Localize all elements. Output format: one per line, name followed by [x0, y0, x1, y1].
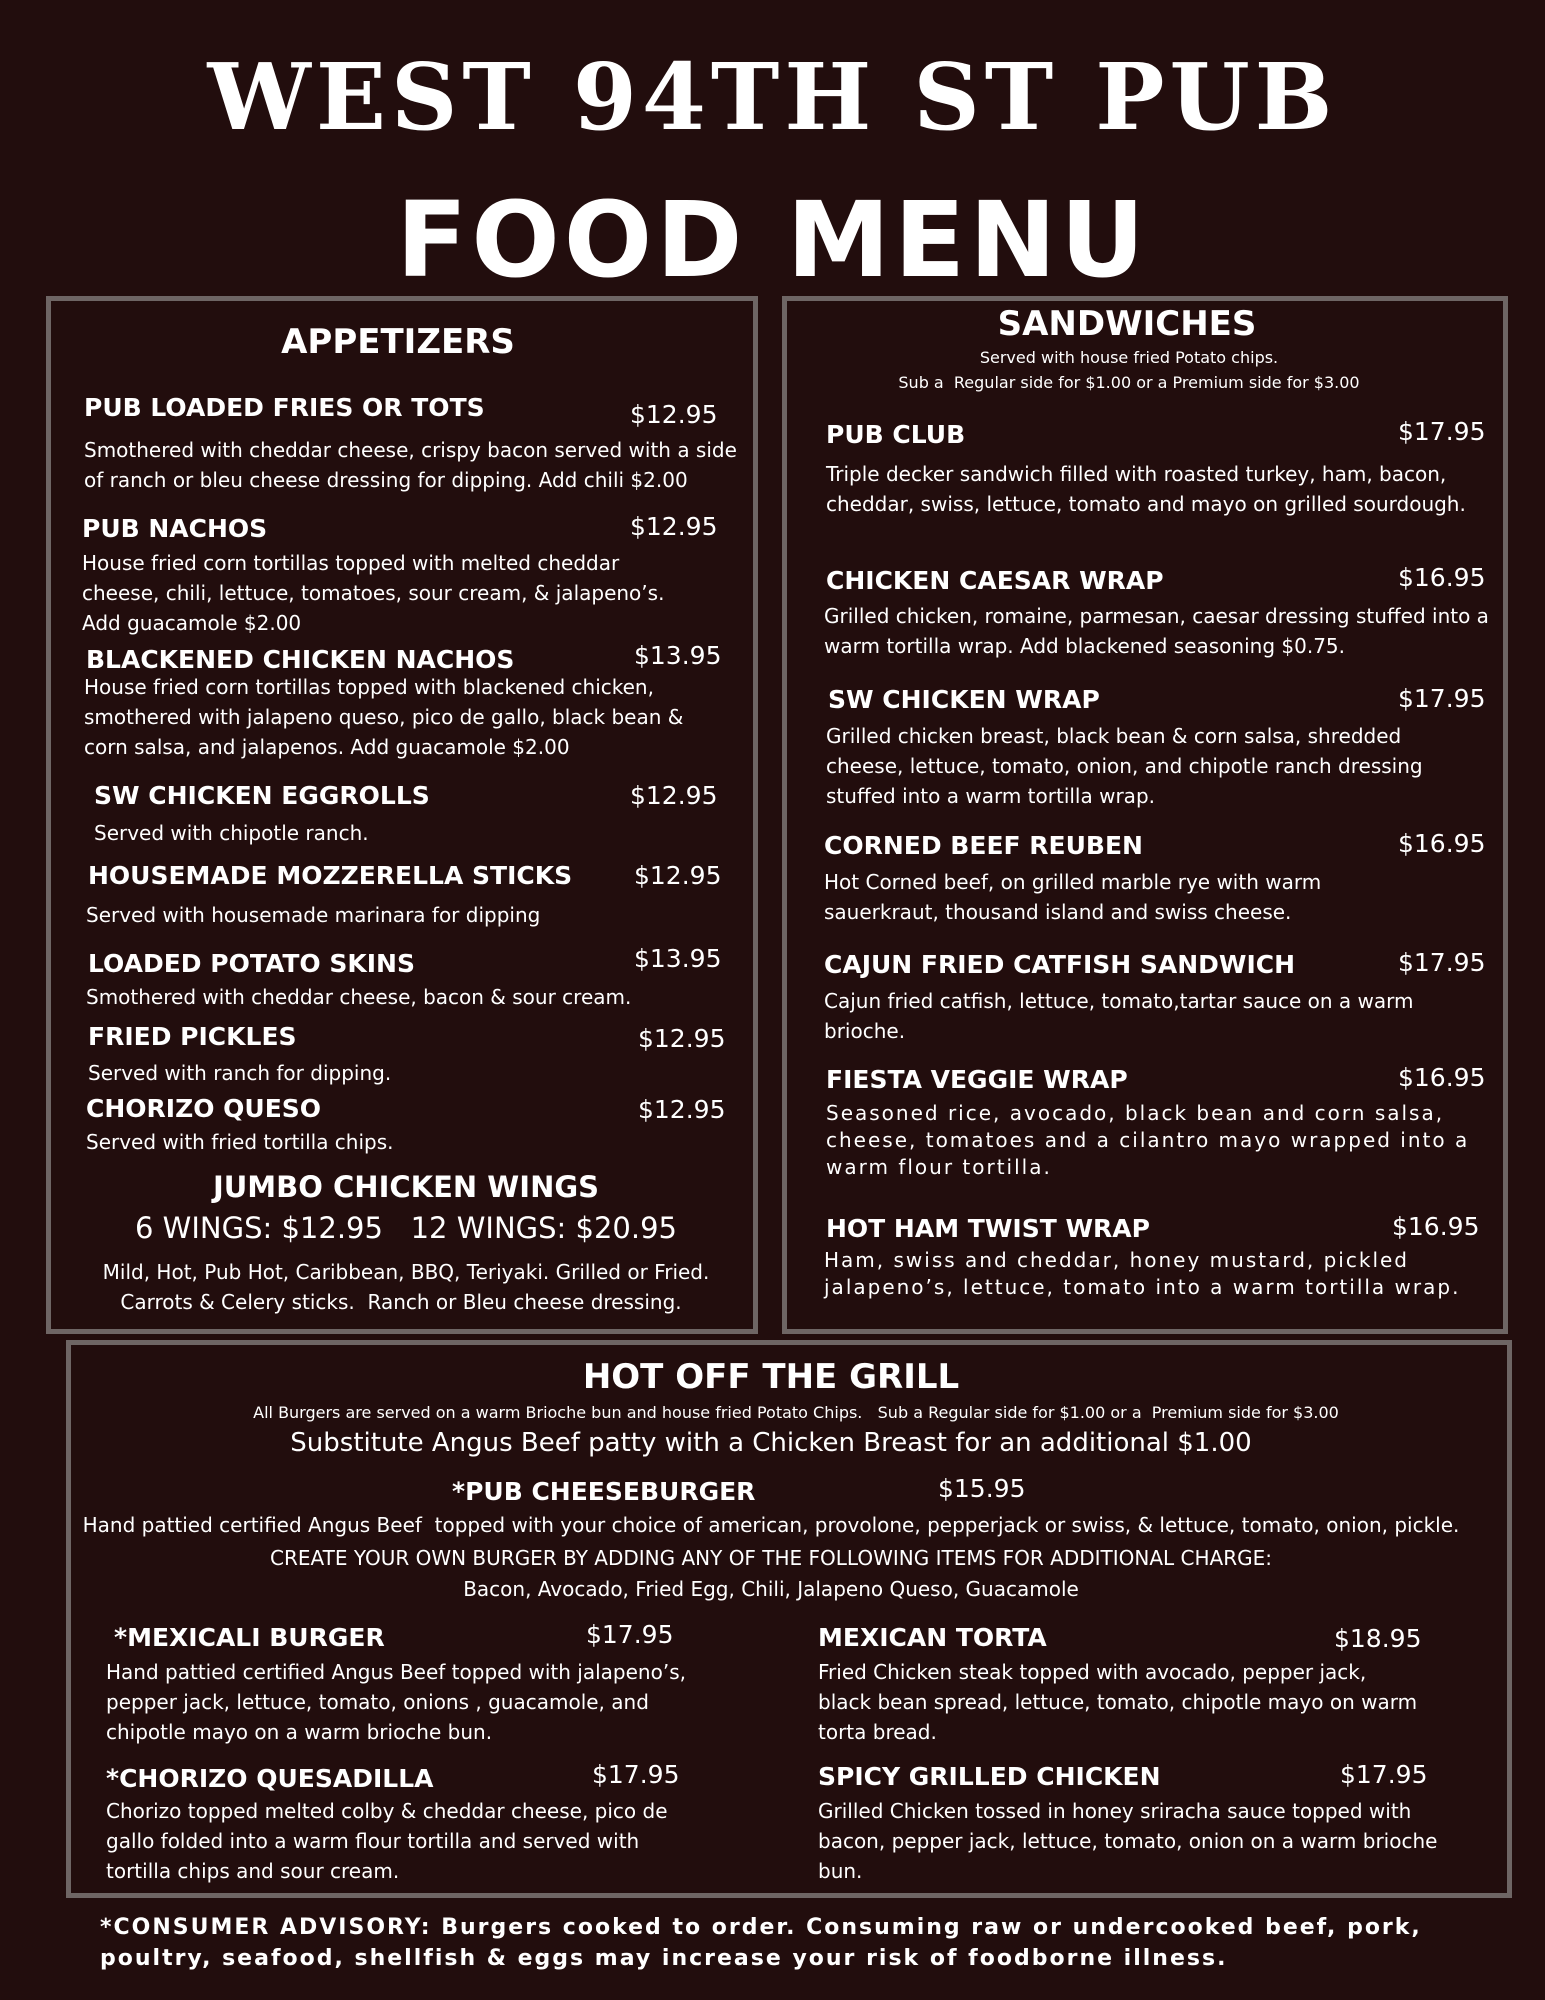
- menu-item-name: FIESTA VEGGIE WRAP: [826, 1065, 1128, 1094]
- menu-item-price: $17.95: [592, 1760, 680, 1789]
- menu-item-desc: Cajun fried catfish, lettuce, tomato,tartar sauce on a warm brioche.: [824, 989, 1414, 1043]
- menu-item-price: $12.95: [630, 512, 718, 541]
- pub-name: WEST 94TH ST PUB: [207, 43, 1338, 151]
- menu-item-desc: Served with ranch for dipping.: [88, 1061, 392, 1085]
- menu-item-name: PUB NACHOS: [82, 514, 268, 543]
- menu-item-price: $13.95: [634, 641, 722, 670]
- consumer-advisory: *CONSUMER ADVISORY: Burgers cooked to order. Consuming raw or undercooked beef, pork, poultry, seafood, shellfish & eggs may increase your risk of foodborne illness.: [100, 1915, 1422, 1971]
- menu-item-name: CHICKEN CAESAR WRAP: [826, 566, 1164, 595]
- menu-item-desc: Ham, swiss and cheddar, honey mustard, pickled jalapeno’s, lettuce, tomato into a warm tortilla wrap.: [824, 1248, 1461, 1299]
- menu-item-name: LOADED POTATO SKINS: [88, 949, 415, 978]
- menu-item-price: $15.95: [938, 1474, 1026, 1503]
- menu-item-name: HOT HAM TWIST WRAP: [826, 1214, 1150, 1243]
- menu-item-desc: Chorizo topped melted colby & cheddar cheese, pico de gallo folded into a warm flour tortilla and served with tortilla chips and sour cream.: [106, 1799, 668, 1883]
- menu-item-desc: Grilled chicken breast, black bean & corn salsa, shredded cheese, lettuce, tomato, onion, and chipotle ranch dressing stuffed into a warm tortilla wrap.: [826, 724, 1423, 808]
- menu-item-price: $12.95: [630, 400, 718, 429]
- menu-title: FOOD MENU: [396, 179, 1149, 301]
- menu-item-desc: Hand pattied certified Angus Beef topped with jalapeno’s, pepper jack, lettuce, tomato, onions , guacamole, and chipotle mayo on a warm brioche bun.: [106, 1660, 686, 1744]
- menu-item-desc: Grilled Chicken tossed in honey sriracha sauce topped with bacon, pepper jack, lettuce, tomato, onion on a warm brioche bun.: [818, 1799, 1438, 1883]
- menu-item-price: $18.95: [1334, 1624, 1422, 1653]
- menu-item-price: $17.95: [586, 1620, 674, 1649]
- menu-item-name: HOUSEMADE MOZZERELLA STICKS: [88, 861, 573, 890]
- menu-item-desc: Smothered with cheddar cheese, bacon & sour cream.: [86, 985, 632, 1009]
- grill-note: All Burgers are served on a warm Brioche bun and house fried Potato Chips. Sub a Regular side for $1.00 or a Premium side for $3.00: [253, 1403, 1339, 1422]
- menu-item-price: $16.95: [1398, 563, 1486, 592]
- menu-item-price: $17.95: [1398, 417, 1486, 446]
- menu-item-desc: Served with fried tortilla chips.: [86, 1130, 394, 1154]
- sandwiches-sub-note: Sub a Regular side for $1.00 or a Premium side for $3.00: [898, 373, 1360, 392]
- menu-item-desc: Grilled chicken, romaine, parmesan, caesar dressing stuffed into a warm tortilla wrap. Add blackened seasoning $0.75.: [824, 604, 1489, 658]
- menu-item-name: *MEXICALI BURGER: [114, 1623, 385, 1652]
- appetizers-title: APPETIZERS: [281, 322, 515, 362]
- menu-item-name: BLACKENED CHICKEN NACHOS: [86, 645, 515, 674]
- menu-item-price: $16.95: [1392, 1212, 1480, 1241]
- grill-substitute: Substitute Angus Beef patty with a Chicken Breast for an additional $1.00: [290, 1428, 1252, 1458]
- menu-item-desc: Seasoned rice, avocado, black bean and corn salsa, cheese, tomatoes and a cilantro mayo wrapped into a warm flour tortilla.: [826, 1101, 1470, 1179]
- create-your-own-line: CREATE YOUR OWN BURGER BY ADDING ANY OF THE FOLLOWING ITEMS FOR ADDITIONAL CHARGE:: [270, 1546, 1272, 1570]
- menu-item-price: $12.95: [638, 1024, 726, 1053]
- wings-sides: Carrots & Celery sticks. Ranch or Bleu cheese dressing.: [120, 1290, 682, 1314]
- menu-item-desc: House fried corn tortillas topped with blackened chicken, smothered with jalapeno queso, pico de gallo, black bean & corn salsa, and jalapenos. Add guacamole $2.00: [84, 675, 684, 759]
- menu-item-price: $12.95: [630, 781, 718, 810]
- menu-item-desc: House fried corn tortillas topped with melted cheddar cheese, chili, lettuce, tomatoes, sour cream, & jalapeno’s. Add guacamole $2.00: [82, 551, 665, 635]
- menu-item-desc: Served with chipotle ranch.: [94, 821, 369, 845]
- menu-item-desc: Smothered with cheddar cheese, crispy bacon served with a side of ranch or bleu cheese dressing for dipping. Add chili $2.00: [84, 438, 737, 492]
- menu-item-name: FRIED PICKLES: [88, 1022, 297, 1051]
- menu-item-price: $12.95: [638, 1095, 726, 1124]
- menu-item-desc: Triple decker sandwich filled with roasted turkey, ham, bacon, cheddar, swiss, lettuce, tomato and mayo on grilled sourdough.: [826, 462, 1466, 516]
- menu-item-name: MEXICAN TORTA: [818, 1623, 1047, 1652]
- menu-item-name: SW CHICKEN WRAP: [828, 685, 1100, 714]
- wings-prices: 6 WINGS: $12.95 12 WINGS: $20.95: [135, 1211, 677, 1245]
- menu-item-desc: Fried Chicken steak topped with avocado, pepper jack, black bean spread, lettuce, tomato, chipotle mayo on warm torta bread.: [818, 1660, 1418, 1744]
- menu-item-name: *CHORIZO QUESADILLA: [106, 1764, 434, 1793]
- menu-item-name: *PUB CHEESEBURGER: [452, 1477, 756, 1506]
- menu-item-price: $17.95: [1398, 684, 1486, 713]
- menu-item-desc: Served with housemade marinara for dipping: [86, 903, 541, 927]
- menu-item-price: $16.95: [1398, 829, 1486, 858]
- menu-item-name: CHORIZO QUESO: [86, 1094, 322, 1123]
- menu-item-name: CORNED BEEF REUBEN: [824, 831, 1143, 860]
- menu-item-name: SPICY GRILLED CHICKEN: [818, 1762, 1161, 1791]
- sandwiches-note: Served with house fried Potato chips.: [979, 348, 1279, 367]
- menu-item-price: $17.95: [1398, 948, 1486, 977]
- menu-item-desc: Hot Corned beef, on grilled marble rye with warm sauerkraut, thousand island and swiss cheese.: [824, 870, 1322, 924]
- grill-title: HOT OFF THE GRILL: [582, 1357, 960, 1397]
- menu-item-name: PUB LOADED FRIES OR TOTS: [84, 393, 485, 422]
- menu-item-desc: Hand pattied certified Angus Beef topped with your choice of american, provolone, pepperjack or swiss, & lettuce, tomato, onion, pickle.: [82, 1513, 1460, 1537]
- menu-item-price: $13.95: [634, 944, 722, 973]
- wings-sauces: Mild, Hot, Pub Hot, Caribbean, BBQ, Teriyaki. Grilled or Fried.: [102, 1260, 710, 1284]
- menu-item-name: SW CHICKEN EGGROLLS: [94, 781, 430, 810]
- wings-title: JUMBO CHICKEN WINGS: [212, 1170, 600, 1204]
- menu-item-price: $12.95: [634, 861, 722, 890]
- menu-item-price: $17.95: [1340, 1760, 1428, 1789]
- menu-item-price: $16.95: [1398, 1063, 1486, 1092]
- menu-item-name: CAJUN FRIED CATFISH SANDWICH: [824, 950, 1296, 979]
- sandwiches-title: SANDWICHES: [997, 304, 1257, 344]
- burger-addons: Bacon, Avocado, Fried Egg, Chili, Jalapeno Queso, Guacamole: [463, 1577, 1079, 1601]
- menu-item-name: PUB CLUB: [826, 420, 966, 449]
